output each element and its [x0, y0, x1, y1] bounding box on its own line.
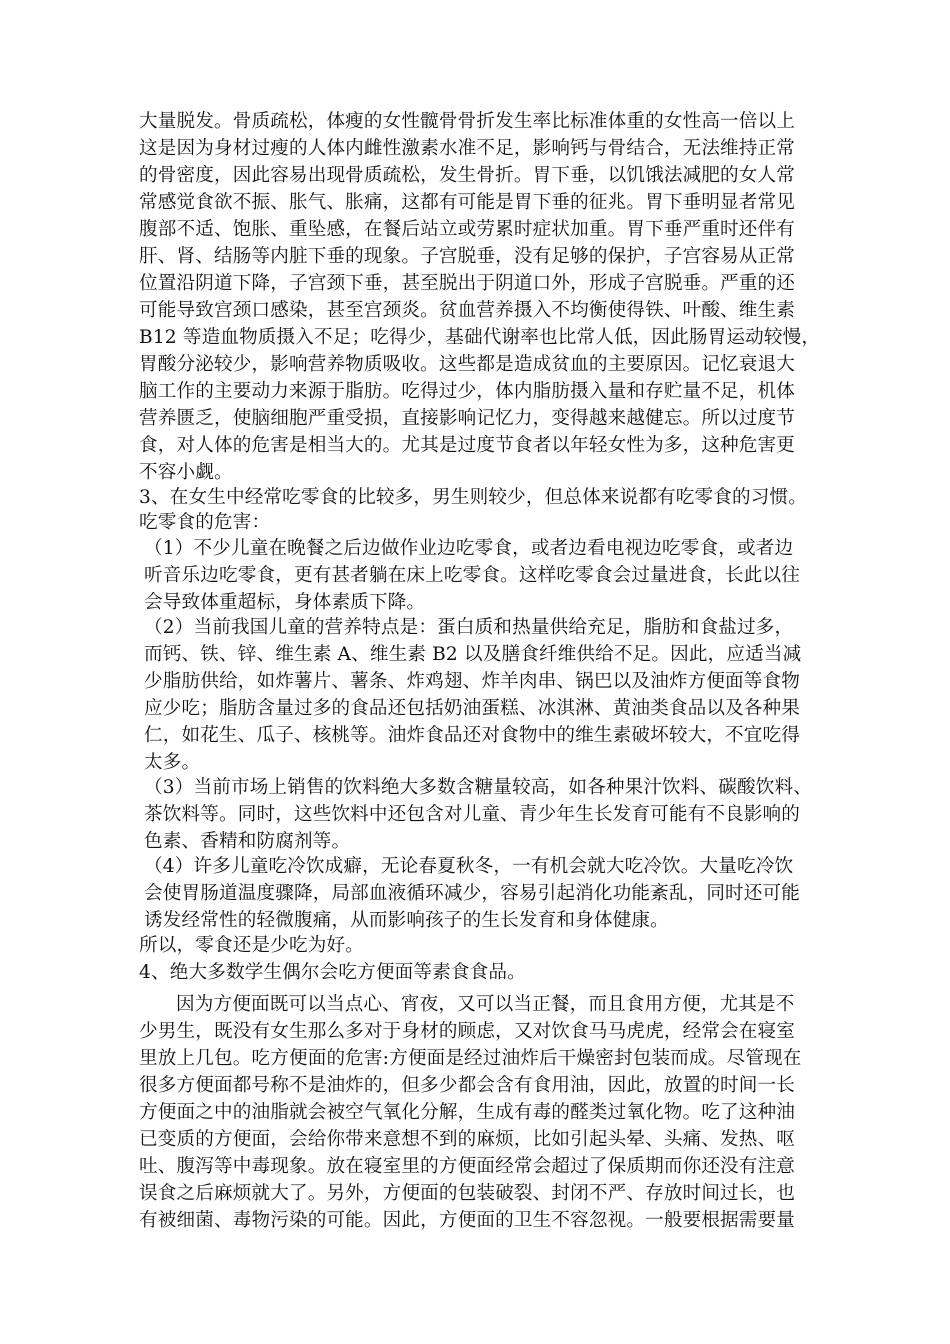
- text-line: 诱发经常性的轻微腹痛，从而影响孩子的生长发育和身体健康。: [144, 910, 669, 931]
- text-line: 会使胃肠道温度骤降，局部血液循环减少，容易引起消化功能紊乱，同时还可能: [144, 883, 801, 904]
- text-line: B12 等造血物质摄入不足；吃得少，基础代谢率也比常人低，因此肠胃运动较慢，: [139, 327, 821, 348]
- text-line: 胃酸分泌较少，影响营养物质吸收。这些都是造成贫血的主要原因。记忆衰退大: [139, 354, 796, 375]
- text-line: 食，对人体的危害是相当大的。尤其是过度节食者以年轻女性为多，这种危害更: [139, 435, 796, 456]
- text-line: 方便面之中的油脂就会被空气氧化分解，生成有毒的醛类过氧化物。吃了这种油: [139, 1102, 796, 1123]
- list-item-4: （4）许多儿童吃冷饮成癖，无论春夏秋冬，一有机会就大吃冷饮。大量吃冷饮: [144, 856, 794, 877]
- text-line: 太多。: [144, 752, 201, 773]
- text-line: 有被细菌、毒物污染的可能。因此，方便面的卫生不容忽视。一般要根据需要量: [139, 1210, 796, 1231]
- text-line: 而钙、铁、锌、维生素 A、维生素 B2 以及膳食纤维供给不足。因此，应适当减: [144, 644, 802, 665]
- text-line: 误食之后麻烦就大了。另外，方便面的包装破裂、封闭不严、存放时间过长，也: [139, 1183, 796, 1204]
- text-line: 已变质的方便面，会给你带来意想不到的麻烦，比如引起头晕、头痛、发热、呕: [139, 1129, 796, 1150]
- text-line: 不容小觑。: [139, 462, 233, 483]
- text-line: 吐、腹泻等中毒现象。放在寝室里的方便面经常会超过了保质期而你还没有注意: [139, 1156, 796, 1177]
- text-line: 营养匮乏，使脑细胞严重受损，直接影响记忆力，变得越来越健忘。所以过度节: [139, 408, 796, 429]
- text-line: 茶饮料等。同时，这些饮料中还包含对儿童、青少年生长发育可能有不良影响的: [144, 804, 801, 825]
- text-line: 腹部不适、饱胀、重坠感，在餐后站立或劳累时症状加重。胃下垂严重时还伴有: [139, 219, 796, 240]
- text-line: 位置沿阴道下降，子宫颈下垂，甚至脱出于阴道口外，形成子宫脱垂。严重的还: [139, 273, 796, 294]
- text-line: 应少吃；脂肪含量过多的食品还包括奶油蛋糕、冰淇淋、黄油类食品以及各种果: [144, 698, 801, 719]
- text-line: 吃零食的危害：: [139, 512, 271, 533]
- text-line: 少脂肪供给，如炸薯片、薯条、炸鸡翅、炸羊肉串、锅巴以及油炸方便面等食物: [144, 671, 801, 692]
- text-line: 这是因为身材过瘦的人体内雌性激素水准不足，影响钙与骨结合，无法维持正常: [139, 138, 796, 159]
- text-line: 的骨密度，因此容易出现骨质疏松，发生骨折。胃下垂，以饥饿法减肥的女人常: [139, 165, 796, 186]
- text-line: 所以，零食还是少吃为好。: [139, 935, 364, 956]
- text-line: 里放上几包。吃方便面的危害:方便面是经过油炸后干燥密封包装而成。尽管现在: [139, 1048, 802, 1069]
- text-line: 少男生，既没有女生那么多对于身材的顾虑，又对饮食马马虎虎，经常会在寝室: [139, 1021, 796, 1042]
- text-line: 色素、香精和防腐剂等。: [144, 831, 351, 852]
- section-heading-3: 3、在女生中经常吃零食的比较多，男生则较少，但总体来说都有吃零食的习惯。: [139, 487, 808, 508]
- text-line: 会导致体重超标，身体素质下降。: [144, 592, 426, 613]
- list-item-2: （2）当前我国儿童的营养特点是：蛋白质和热量供给充足，脂肪和食盐过多，: [144, 617, 794, 638]
- text-line: 脑工作的主要动力来源于脂肪。吃得过少，体内脂肪摄入量和存贮量不足，机体: [139, 381, 796, 402]
- text-line: 常感觉食欲不振、胀气、胀痛，这都有可能是胃下垂的征兆。胃下垂明显者常见: [139, 192, 796, 213]
- text-line: 很多方便面都号称不是油炸的，但多少都会含有食用油，因此，放置的时间一长: [139, 1075, 796, 1096]
- text-line: 仁，如花生、瓜子、核桃等。油炸食品还对食物中的维生素破坏较大，不宜吃得: [144, 725, 801, 746]
- text-line: 听音乐边吃零食，更有甚者躺在床上吃零食。这样吃零食会过量进食，长此以往: [144, 565, 801, 586]
- paragraph-first-line: 因为方便面既可以当点心、宵夜，又可以当正餐，而且食用方便，尤其是不: [176, 994, 795, 1015]
- text-line: 大量脱发。骨质疏松，体瘦的女性髋骨骨折发生率比标准体重的女性高一倍以上: [139, 111, 796, 132]
- list-item-3: （3）当前市场上销售的饮料绝大多数含糖量较高，如各种果汁饮料、碳酸饮料、: [144, 777, 813, 798]
- list-item-1: （1）不少儿童在晚餐之后边做作业边吃零食，或者边看电视边吃零食，或者边: [144, 538, 794, 559]
- section-heading-4: 4、绝大多数学生偶尔会吃方便面等素食食品。: [139, 962, 526, 983]
- text-line: 肝、肾、结肠等内脏下垂的现象。子宫脱垂，没有足够的保护，子宫容易从正常: [139, 246, 796, 267]
- text-line: 可能导致宫颈口感染，甚至宫颈炎。贫血营养摄入不均衡使得铁、叶酸、维生素: [139, 300, 796, 321]
